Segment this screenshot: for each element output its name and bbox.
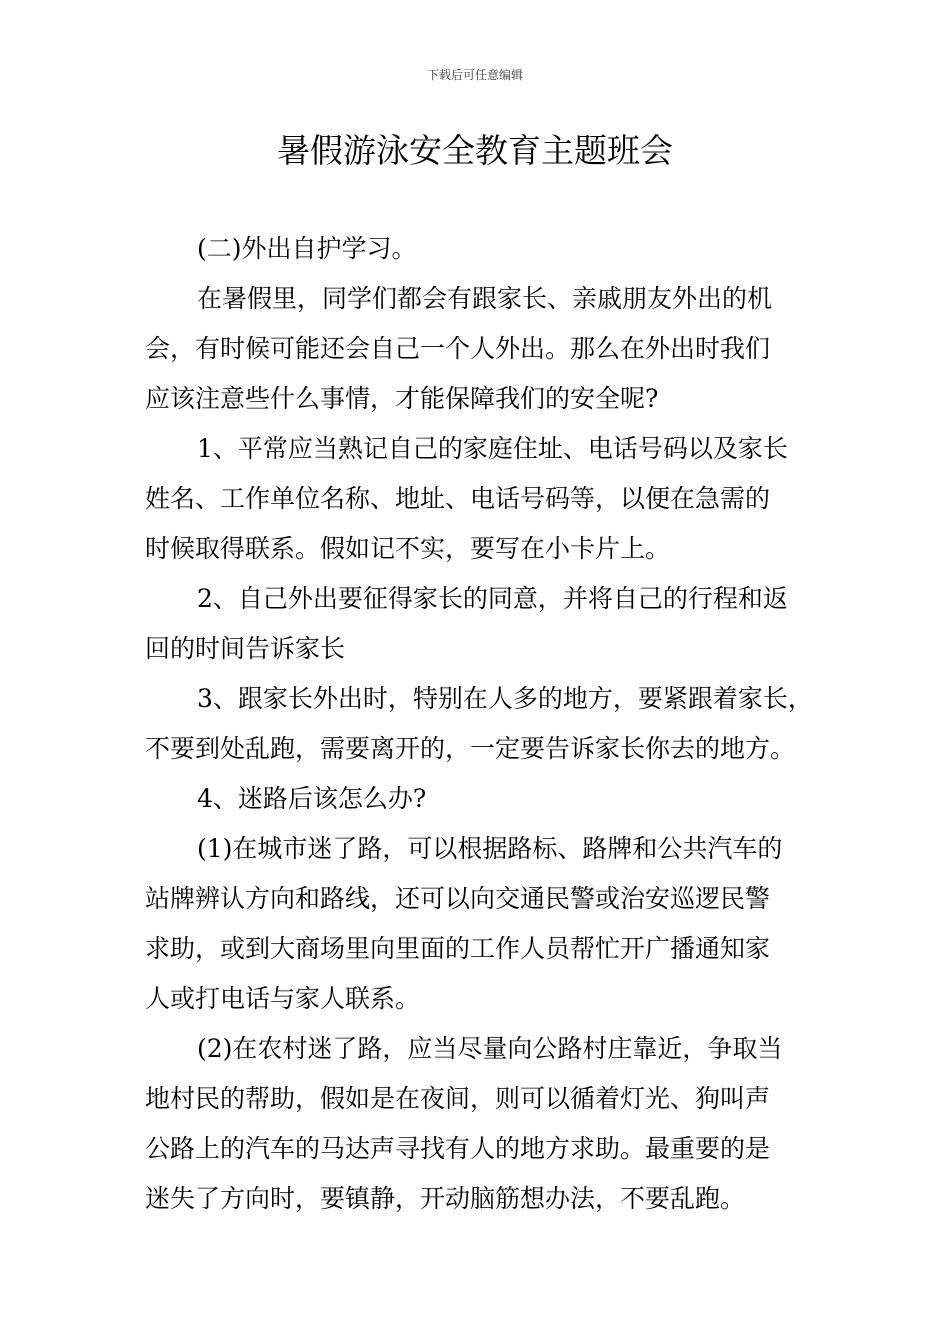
paragraph-line: 姓名、工作单位名称、地址、电话号码等，以便在急需的 xyxy=(145,484,771,513)
document-body xyxy=(145,224,825,1224)
paragraph xyxy=(145,424,825,574)
paragraph-line: 1、平常应当熟记自己的家庭住址、电话号码以及家长 xyxy=(197,434,788,463)
header-note: 下载后可任意编辑 xyxy=(426,68,523,82)
paragraph xyxy=(145,774,825,824)
paragraph-line: 地村民的帮助，假如是在夜间，则可以循着灯光、狗叫声 xyxy=(145,1084,771,1113)
paragraph-line: 站牌辨认方向和路线，还可以向交通民警或治安巡逻民警 xyxy=(145,884,771,913)
paragraph-line: 不要到处乱跑，需要离开的，一定要告诉家长你去的地方。 xyxy=(145,734,796,763)
paragraph-line: 回的时间告诉家长 xyxy=(145,634,346,663)
paragraph-line: 在暑假里，同学们都会有跟家长、亲戚朋友外出的机 xyxy=(197,284,773,313)
paragraph-line: (2)在农村迷了路，应当尽量向公路村庄靠近，争取当 xyxy=(197,1034,783,1063)
paragraph-line: 时候取得联系。假如记不实，要写在小卡片上。 xyxy=(145,534,671,563)
paragraph-line: 会，有时候可能还会自己一个人外出。那么在外出时我们 xyxy=(145,334,771,363)
paragraph-line: 应该注意些什么事情，才能保障我们的安全呢? xyxy=(145,384,659,413)
paragraph-line: 人或打电话与家人联系。 xyxy=(145,984,421,1013)
paragraph-line: 迷失了方向时，要镇静，开动脑筋想办法，不要乱跑。 xyxy=(145,1184,746,1213)
paragraph xyxy=(145,1024,825,1224)
paragraph xyxy=(145,224,825,274)
paragraph xyxy=(145,824,825,1024)
paragraph xyxy=(145,274,825,424)
paragraph-line: (二)外出自护学习。 xyxy=(197,234,417,263)
paragraph xyxy=(145,674,825,774)
document-title: 暑假游泳安全教育主题班会 xyxy=(277,131,673,170)
paragraph xyxy=(145,574,825,674)
paragraph-line: 公路上的汽车的马达声寻找有人的地方求助。最重要的是 xyxy=(145,1134,771,1163)
paragraph-line: (1)在城市迷了路，可以根据路标、路牌和公共汽车的 xyxy=(197,834,783,863)
paragraph-line: 求助，或到大商场里向里面的工作人员帮忙开广播通知家 xyxy=(145,934,771,963)
paragraph-line: 2、自己外出要征得家长的同意，并将自己的行程和返 xyxy=(197,584,788,613)
paragraph-line: 4、迷路后该怎么办? xyxy=(197,784,427,813)
paragraph-line: 3、跟家长外出时，特别在人多的地方，要紧跟着家长， xyxy=(197,684,813,713)
